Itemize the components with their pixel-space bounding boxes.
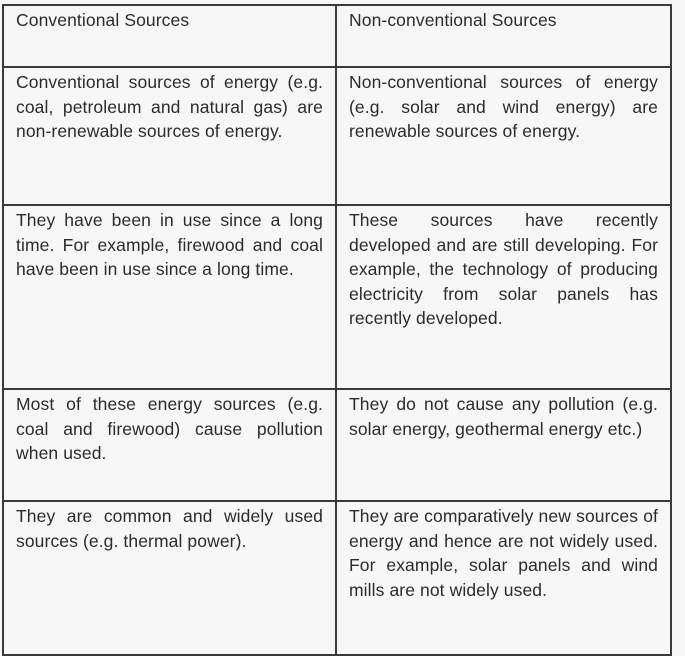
- cell-non-conventional: [336, 501, 671, 655]
- cell-conventional: [3, 205, 336, 389]
- cell-text: They are comparatively new sources of energy and hence are not widely used. For example, solar panels and wind mills are not widely used.: [349, 506, 658, 600]
- cell-text: They have been in use since a long time. For example, firewood and coal have been in use since a long time.: [16, 210, 323, 279]
- cell-text: They are common and widely used sources (e.g. thermal power).: [16, 506, 323, 551]
- cell-text: Most of these energy sources (e.g. coal and firewood) cause pollution when used.: [16, 394, 323, 463]
- cell-non-conventional: [336, 205, 671, 389]
- table-row: [3, 67, 671, 205]
- header-non-conventional: [336, 5, 671, 67]
- table-row: [3, 205, 671, 389]
- cell-conventional: [3, 67, 336, 205]
- cell-non-conventional: [336, 67, 671, 205]
- cell-conventional: [3, 501, 336, 655]
- cell-text: Conventional sources of energy (e.g. coal, petroleum and natural gas) are non-renewable sources of energy.: [16, 72, 323, 141]
- header-conventional: [3, 5, 336, 67]
- table-header-row: [3, 5, 671, 67]
- cell-conventional: [3, 389, 336, 501]
- table-row: [3, 389, 671, 501]
- cell-non-conventional: [336, 389, 671, 501]
- table-row: [3, 501, 671, 655]
- header-conventional-text: Conventional Sources: [16, 10, 190, 30]
- header-non-conventional-text: Non-conventional Sources: [349, 10, 557, 30]
- cell-text: These sources have recently developed and are still developing. For example, the technology of producing electricity from solar panels has recently developed.: [349, 210, 658, 328]
- cell-text: They do not cause any pollution (e.g. solar energy, geothermal energy etc.): [349, 394, 658, 439]
- cell-text: Non-conventional sources of energy (e.g. solar and wind energy) are renewable sources of energy.: [349, 72, 658, 141]
- comparison-table: [2, 4, 672, 656]
